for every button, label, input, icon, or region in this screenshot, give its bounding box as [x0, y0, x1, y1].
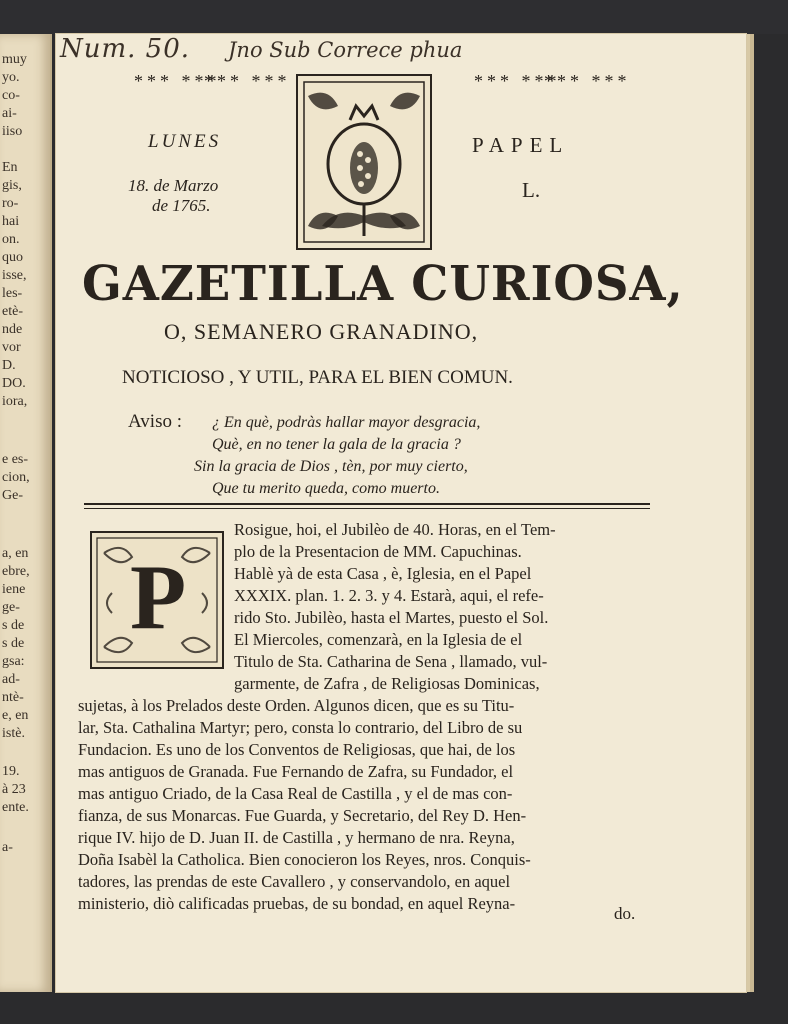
star-ornament-right-2: *** ***	[544, 71, 631, 91]
left-page-fragment: les-	[2, 286, 23, 301]
left-page-fragment: vor	[2, 340, 21, 355]
left-page-fragment: ebre,	[2, 564, 30, 579]
left-page-fragment: ro-	[2, 196, 19, 211]
left-page-fragment: hai	[2, 214, 20, 229]
left-page-fragment: ente.	[2, 800, 29, 815]
left-page-fragment: co-	[2, 88, 20, 103]
gazette-title: GAZETILLA CURIOSA,	[82, 256, 684, 312]
previous-page-edge	[0, 34, 52, 992]
decorated-initial	[90, 531, 224, 669]
article-line: Titulo de Sta. Catharina de Sena , llamado, vul-	[234, 652, 548, 671]
gazette-subtitle: O, SEMANERO GRANADINO,	[164, 319, 479, 344]
article-line: mas antiguo Criado, de la Casa Real de Castilla , y el de mas con-	[78, 784, 513, 803]
left-page-fragment: gis,	[2, 178, 22, 193]
left-page-fragment: s de	[2, 636, 25, 651]
left-page-fragment: nde	[2, 322, 23, 337]
article-line: ministerio, diò calificadas pruebas, de su bondad, en aquel Reyna-	[78, 894, 516, 913]
left-page-fragment: e es-	[2, 452, 29, 467]
left-page-fragment: istè.	[2, 726, 25, 741]
article-line: Rosigue, hoi, el Jubilèo de 40. Horas, en el Tem-	[234, 520, 556, 539]
left-page-fragment: iiso	[2, 124, 23, 139]
section-divider	[84, 503, 650, 509]
catchword: do.	[614, 904, 636, 923]
article-line: mas antiguos de Granada. Fue Fernando de Zafra, su Fundador, el	[78, 762, 514, 781]
left-page-fragment: En	[2, 160, 18, 175]
left-page-fragment: cion,	[2, 470, 30, 485]
paper-label: PAPEL	[472, 133, 570, 157]
left-page-fragment: à 23	[2, 782, 26, 797]
article-line: XXXIX. plan. 1. 2. 3. y 4. Estarà, aqui, el refe-	[234, 586, 544, 605]
article-line: rido Sto. Jubilèo, hasta el Martes, puesto el Sol.	[234, 608, 549, 627]
star-ornament-left-1: *** ***	[134, 71, 221, 91]
left-page-fragment: ad-	[2, 672, 20, 687]
verse-line: Que tu merito queda, como muerto.	[212, 480, 440, 497]
left-page-fragment: a-	[2, 840, 13, 855]
left-page-fragment: a, en	[2, 546, 29, 561]
left-page-fragment: DO.	[2, 376, 26, 391]
weekday-label: LUNES	[148, 131, 222, 152]
left-page-fragment: iene	[2, 582, 26, 597]
left-page-fragment: quo	[2, 250, 23, 265]
left-page-fragment: 19.	[2, 764, 20, 779]
article-line: plo de la Presentacion de MM. Capuchinas.	[234, 542, 522, 561]
star-ornament-right-1: *** ***	[474, 71, 561, 91]
date-line-1: 18. de Marzo	[128, 176, 219, 195]
left-page-fragment: ntè-	[2, 690, 24, 705]
article-line: El Miercoles, comenzarà, en la Iglesia de el	[234, 630, 523, 649]
left-page-fragment: Ge-	[2, 488, 23, 503]
article-line: rique IV. hijo de D. Juan II. de Castilla , y hermano de nra. Reyna,	[78, 828, 515, 847]
article-line: tadores, las prendas de este Cavallero , y conservandolo, en aquel	[78, 872, 511, 891]
pomegranate-woodcut-ornament	[296, 74, 432, 250]
paper-number: L.	[522, 178, 541, 202]
initial-letter: P	[130, 546, 187, 648]
handwritten-annotation: Jno Sub Correce phua	[228, 38, 463, 62]
star-ornament-left-2: *** ***	[204, 71, 291, 91]
verse-line: ¿ En què, podràs hallar mayor desgracia,	[212, 414, 481, 431]
left-page-fragment: ai-	[2, 106, 17, 121]
gazette-page	[56, 34, 746, 992]
left-page-fragment: etè-	[2, 304, 23, 319]
gazette-tagline: NOTICIOSO , Y UTIL, PARA EL BIEN COMUN.	[122, 367, 513, 388]
handwritten-number-note: Num. 50.	[60, 34, 191, 64]
scan-background	[0, 0, 788, 34]
left-page-fragment: on.	[2, 232, 20, 247]
left-page-fragment: yo.	[2, 70, 20, 85]
article-line: sujetas, à los Prelados deste Orden. Algunos dicen, que es su Titu-	[78, 696, 515, 715]
article-line: Doña Isabèl la Catholica. Bien conocieron los Reyes, nros. Conquis-	[78, 850, 531, 869]
left-page-fragment: D.	[2, 358, 16, 373]
left-page-fragment: s de	[2, 618, 25, 633]
article-line: garmente, de Zafra , de Religiosas Dominicas,	[234, 674, 540, 693]
aviso-label: Aviso :	[128, 411, 183, 432]
left-page-fragment: iora,	[2, 394, 28, 409]
article-line: Fundacion. Es uno de los Conventos de Religiosas, que hai, de los	[78, 740, 516, 759]
article-line: fianza, de sus Monarcas. Fue Guarda, y Secretario, del Rey D. Hen-	[78, 806, 527, 825]
verse-line: Sin la gracia de Dios , tèn, por muy cierto,	[194, 458, 468, 475]
left-page-fragment: gsa:	[2, 654, 25, 669]
article-line: lar, Sta. Cathalina Martyr; pero, consta lo contrario, del Libro de su	[78, 718, 523, 737]
verse-line: Què, en no tener la gala de la gracia ?	[212, 436, 461, 453]
left-page-fragment: muy	[2, 52, 27, 67]
article-line: Hablè yà de esta Casa , è, Iglesia, en el Papel	[234, 564, 532, 583]
left-page-fragment: e, en	[2, 708, 29, 723]
left-page-fragment: isse,	[2, 268, 27, 283]
date-line-2: de 1765.	[152, 196, 211, 215]
left-page-fragment: ge-	[2, 600, 20, 615]
